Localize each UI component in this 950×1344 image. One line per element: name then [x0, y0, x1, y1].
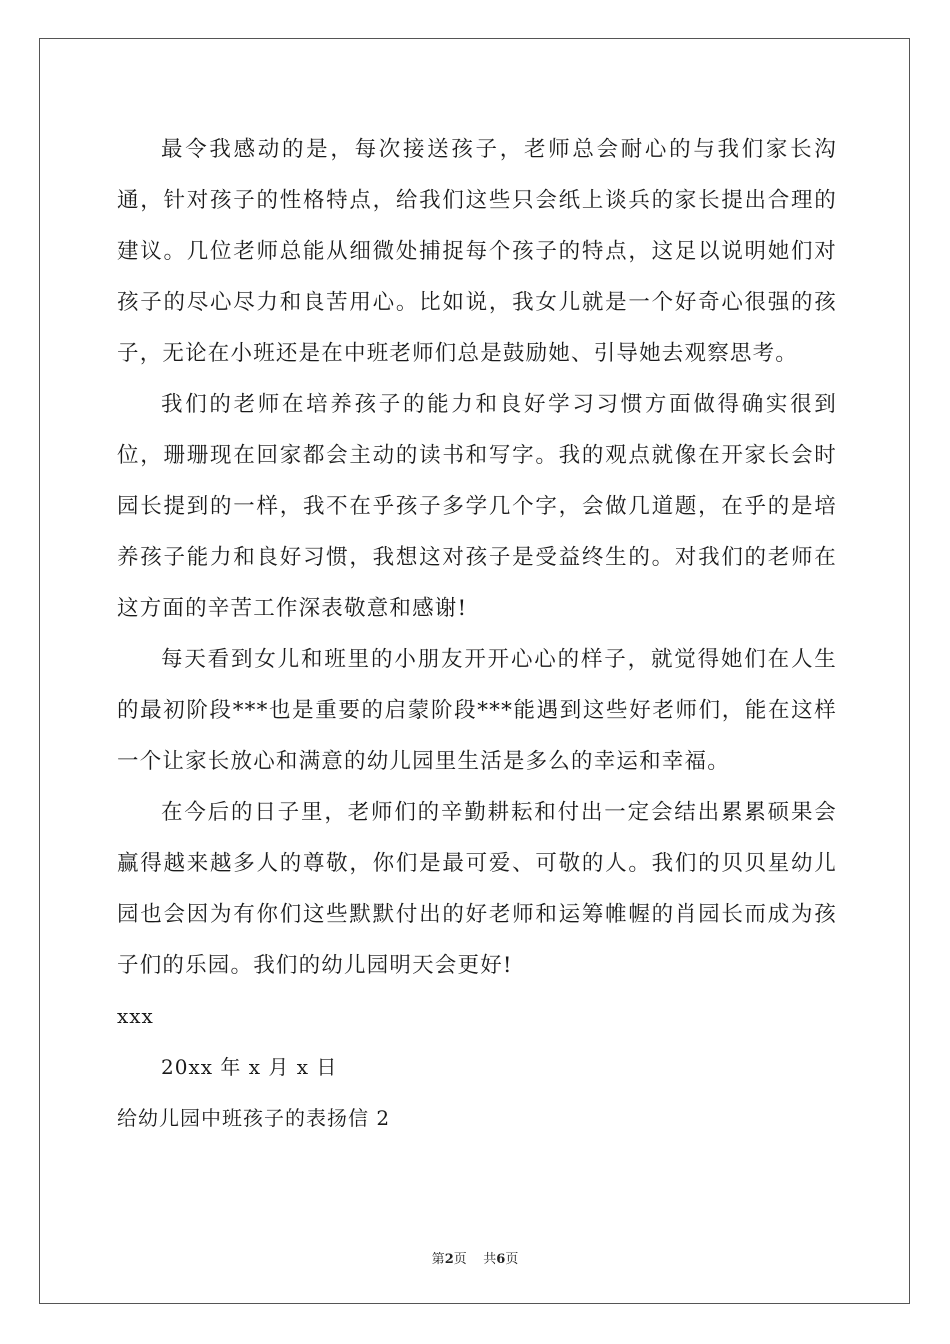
paragraph-4: 在今后的日子里，老师们的辛勤耕耘和付出一定会结出累累硕果会赢得越来越多人的尊敬，你们是最可爱、可敬的人。我们的贝贝星幼儿园也会因为有你们这些默默付出的好老师和运筹帷幄的肖园长而成为孩子们的乐园。我们的幼儿园明天会更好! [117, 800, 837, 978]
page-suffix: 页 [505, 1252, 519, 1267]
document-body [117, 124, 837, 1144]
paragraph-2: 我们的老师在培养孩子的能力和良好学习习惯方面做得确实很到位，珊珊现在回家都会主动的读书和写字。我的观点就像在开家长会时园长提到的一样，我不在乎孩子多学几个字，会做几道题，在乎的是培养孩子能力和良好习惯，我想这对孩子是受益终生的。对我们的老师在这方面的辛苦工作深表敬意和感谢! [117, 392, 837, 621]
paragraph-1: 最令我感动的是，每次接送孩子，老师总会耐心的与我们家长沟通，针对孩子的性格特点，给我们这些只会纸上谈兵的家长提出合理的建议。几位老师总能从细微处捕捉每个孩子的特点，这足以说明她们对孩子的尽心尽力和良苦用心。比如说，我女儿就是一个好奇心很强的孩子，无论在小班还是在中班老师们总是鼓励她、引导她去观察思考。 [117, 137, 837, 366]
page-mid: 页 共 [453, 1252, 497, 1267]
paragraph-3: 每天看到女儿和班里的小朋友开开心心的样子，就觉得她们在人生的最初阶段***也是重要的启蒙阶段***能遇到这些好老师们，能在这样一个让家长放心和满意的幼儿园里生活是多么的幸运和幸福。 [117, 647, 837, 774]
page-prefix: 第 [431, 1252, 445, 1267]
page-footer [0, 1248, 950, 1267]
next-letter-title: 给幼儿园中班孩子的表扬信 2 [117, 1106, 391, 1130]
letter-date: 20xx 年 x 月 x 日 [161, 1055, 338, 1079]
page-current: 2 [444, 1252, 454, 1267]
signature: xxx [117, 1004, 154, 1028]
page-total: 6 [496, 1252, 506, 1267]
